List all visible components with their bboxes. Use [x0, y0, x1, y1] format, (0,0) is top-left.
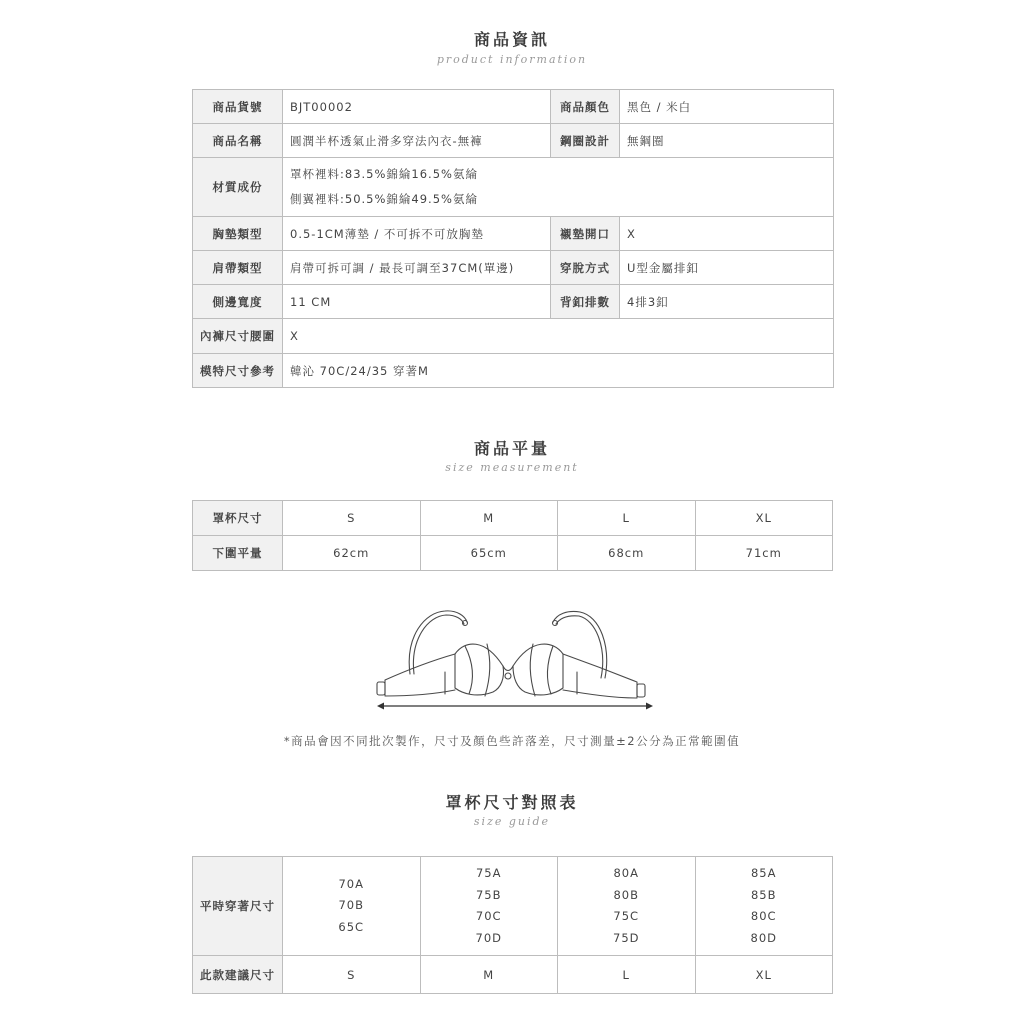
size-cell: S [283, 501, 421, 536]
size-cell: XL [695, 501, 833, 536]
size-column [283, 857, 421, 956]
wear-label: 穿脫方式 [551, 251, 620, 285]
regular-size-label: 平時穿著尺寸 [193, 857, 283, 956]
size-item: 80B [613, 887, 640, 902]
opening-label: 襯墊開口 [551, 217, 620, 251]
suggest-size-label: 此款建議尺寸 [193, 956, 283, 994]
material-label: 材質成份 [193, 158, 283, 217]
size-item: 70C [475, 909, 502, 923]
info-title: 商品資訊 [473, 30, 550, 49]
size-item: 75D [613, 930, 640, 945]
suggest-size: XL [695, 956, 833, 994]
underbust-value: 62cm [283, 536, 421, 571]
size-item: 80A [613, 866, 639, 880]
size-item: 70B [338, 898, 365, 913]
pad-value: 0.5-1CM薄墊 / 不可拆不可放胸墊 [283, 217, 551, 251]
product-info-table [192, 89, 834, 388]
underbust-label: 下圍平量 [193, 536, 283, 571]
suggest-size: L [558, 956, 696, 994]
material-line: 罩杯裡料:83.5%錦綸16.5%氨綸 [290, 167, 478, 181]
measure-subtitle: size measurement [445, 461, 579, 474]
wear-value: U型金屬排釦 [620, 251, 834, 285]
model-value: 韓沁 70C/24/35 穿著M [283, 354, 834, 388]
size-column [420, 857, 558, 956]
underbust-value: 71cm [695, 536, 833, 571]
size-cell: M [420, 501, 558, 536]
waist-label: 內褲尺寸腰圍 [193, 319, 283, 354]
bra-measurement-illustration [365, 606, 665, 716]
size-item: 75A [475, 866, 502, 880]
size-column [558, 857, 696, 956]
size-cell: L [558, 501, 696, 536]
table-row [193, 285, 834, 319]
size-item: 70A [338, 876, 364, 891]
strap-label: 肩帶類型 [193, 251, 283, 285]
strap-value: 肩帶可拆可調 / 最長可調至37CM(單邊) [283, 251, 551, 285]
measurement-note: *商品會因不同批次製作，尺寸及顏色些許落差，尺寸測量±2公分為正常範圍值 [283, 734, 741, 748]
guide-title: 罩杯尺寸對照表 [445, 793, 579, 812]
table-row [193, 319, 834, 354]
cup-size-label: 罩杯尺寸 [193, 501, 283, 536]
side-label: 側邊寬度 [193, 285, 283, 319]
table-row [193, 251, 834, 285]
size-item: 75C [613, 909, 640, 923]
pad-label: 胸墊類型 [193, 217, 283, 251]
guide-subtitle: size guide [473, 815, 551, 828]
wire-label: 鋼圈設計 [551, 124, 620, 158]
size-item: 65C [338, 919, 365, 934]
table-row [193, 354, 834, 388]
table-row [193, 90, 834, 124]
table-row [193, 217, 834, 251]
model-label: 模特尺寸參考 [193, 354, 283, 388]
name-label: 商品名稱 [193, 124, 283, 158]
size-column [695, 857, 833, 956]
underbust-value: 68cm [558, 536, 696, 571]
suggest-size: M [420, 956, 558, 994]
material-line: 側翼裡料:50.5%錦綸49.5%氨綸 [290, 192, 478, 206]
color-value: 黑色 / 米白 [620, 90, 834, 124]
hook-value: 4排3釦 [620, 285, 834, 319]
code-label: 商品貨號 [193, 90, 283, 124]
table-row [193, 956, 833, 994]
size-item: 75B [475, 887, 502, 902]
info-subtitle: product information [436, 53, 588, 66]
measure-title: 商品平量 [473, 439, 550, 458]
size-item: 70D [475, 930, 502, 945]
waist-value: X [283, 319, 834, 354]
code-value: BJT00002 [283, 90, 551, 124]
table-row [193, 158, 834, 217]
size-guide-table [192, 856, 833, 994]
size-item: 80C [750, 909, 777, 923]
color-label: 商品顏色 [551, 90, 620, 124]
table-row [193, 536, 833, 571]
opening-value: X [620, 217, 834, 251]
size-item: 80D [750, 930, 777, 945]
size-measure-table [192, 500, 833, 571]
underbust-value: 65cm [420, 536, 558, 571]
hook-label: 背釦排數 [551, 285, 620, 319]
table-row [193, 501, 833, 536]
table-row [193, 857, 833, 956]
table-row [193, 124, 834, 158]
material-value [283, 158, 834, 217]
size-item: 85B [750, 887, 777, 902]
name-value: 圓潤半杯透氣止滑多穿法內衣-無褲 [283, 124, 551, 158]
size-item: 85A [750, 866, 777, 880]
suggest-size: S [283, 956, 421, 994]
side-value: 11 CM [283, 285, 551, 319]
wire-value: 無鋼圈 [620, 124, 834, 158]
